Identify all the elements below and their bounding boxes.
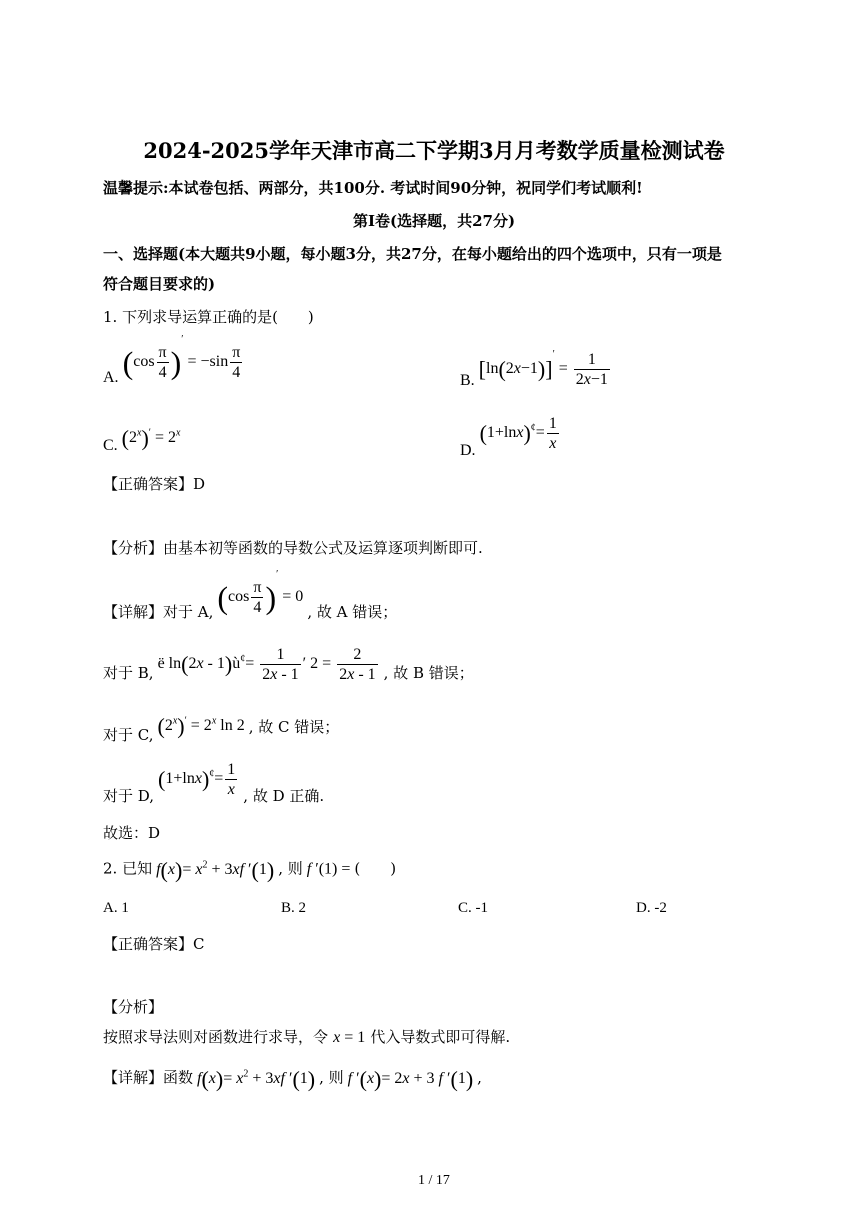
q1-analysis: 【分析】由基本初等函数的导数公式及运算逐项判断即可. xyxy=(103,539,483,557)
q2-stem-mid: , 则 xyxy=(278,859,303,878)
detail-d-suffix: , 故 D 正确. xyxy=(243,787,325,806)
formula-detail-d: (1+lnx)¢= $\frac{1}{x}$ xyxy=(158,761,236,798)
detail-c-prefix: 对于 C, xyxy=(103,725,154,744)
detail-a-suffix: , 故 A 错误； xyxy=(307,603,398,622)
q2-answer: 【正确答案】C xyxy=(103,935,205,953)
q1-option-c xyxy=(103,425,181,454)
formula-q2-derivative: f ′(x)= 2x + 3 f ′(1) xyxy=(347,1066,474,1091)
section-title: 第I卷(选择题，共27分) xyxy=(352,212,516,230)
detail-b-prefix: 对于 B, xyxy=(103,664,154,683)
page-number: 1 / 17 xyxy=(418,1173,450,1188)
formula-detail-a: (cos $\frac{\pi}{4}$ )′ = 0 xyxy=(217,568,304,616)
option-label: A. xyxy=(103,369,119,387)
q2-option-c: C. -1 xyxy=(458,900,488,916)
detail-c-suffix: , 故 C 错误； xyxy=(248,717,340,736)
q1-conclusion: 故选：D xyxy=(103,824,161,842)
q2-analysis-suffix: 代入导数式即可得解. xyxy=(370,1028,511,1046)
formula-d: (1+lnx)¢= $\frac{1}{x}$ xyxy=(479,415,557,452)
q2-stem xyxy=(103,857,396,883)
detail-b-suffix: , 故 B 错误； xyxy=(383,664,474,683)
formula-a: (cos $\frac{\pi}{4}$ )′ = −sin $\frac{\pi}{4}$ xyxy=(122,333,241,381)
part-heading-line2: 符合题目要求的) xyxy=(103,275,216,293)
q2-option-b: B. 2 xyxy=(281,900,307,916)
q2-option-d: D. -2 xyxy=(636,900,667,916)
option-label: B. xyxy=(460,372,475,390)
q2-detail-mid: , 则 xyxy=(319,1068,344,1087)
q1-stem: 1. 下列求导运算正确的是( ) xyxy=(103,308,314,326)
formula-q2-function: $f(x)= x^2 + 3xf$ ′(1) xyxy=(197,1066,316,1091)
q1-detail-a xyxy=(103,568,398,622)
q1-detail-d xyxy=(103,760,325,806)
q1-option-a xyxy=(103,333,244,387)
q2-detail-prefix: 【详解】函数 xyxy=(103,1068,194,1087)
q2-detail xyxy=(103,1066,482,1092)
formula-x-equals-1: x = 1 xyxy=(333,1029,366,1046)
page-title: 2024-2025学年天津市高二下学期3月月考数学质量检测试卷 xyxy=(143,138,725,163)
formula-detail-b: ë ln(2x - 1)ù¢= $\frac{1}{2x - 1}$ ′ 2 = $\frac{2}{2x - 1}$ xyxy=(157,646,376,683)
q1-answer: 【正确答案】D xyxy=(103,475,206,493)
q2-stem-suffix: ( ) xyxy=(354,859,397,878)
q2-analysis-label: 【分析】 xyxy=(103,998,164,1016)
q1-detail-c xyxy=(103,713,340,744)
formula-b: [ln(2x−1)]′ = $\frac{1}{2x-1}$ xyxy=(478,348,608,388)
option-label: D. xyxy=(460,442,476,460)
option-label: C. xyxy=(103,436,118,454)
q2-analysis xyxy=(103,1026,510,1047)
q2-option-a: A. 1 xyxy=(103,900,129,916)
warm-tip: 温馨提示:本试卷包括、两部分，共100分. 考试时间90分钟，祝同学们考试顺利! xyxy=(103,179,643,197)
formula-q2-target: f ′(1) = xyxy=(306,860,351,878)
q1-option-d xyxy=(460,414,561,460)
q2-analysis-prefix: 按照求导法则对函数进行求导，令 xyxy=(103,1028,329,1046)
part-heading-line1: 一、选择题(本大题共9小题，每小题3分，共27分，在每小题给出的四个选项中，只有一项是 xyxy=(103,245,722,263)
formula-detail-c: $(2^x)' = 2^x$ ln 2 xyxy=(157,713,245,738)
q2-detail-suffix: , xyxy=(477,1068,482,1087)
detail-d-prefix: 对于 D, xyxy=(103,787,155,806)
q1-option-b xyxy=(460,350,612,389)
q1-detail-b xyxy=(103,645,474,684)
q2-stem-prefix: 2. 已知 xyxy=(103,859,153,878)
detail-a-prefix: 【详解】对于 A, xyxy=(103,603,214,622)
formula-q2-stem: $f(x)= x^2 + 3xf$ ′(1) xyxy=(156,857,275,882)
formula-c: $(2^x)' = 2^x$ xyxy=(121,425,181,450)
